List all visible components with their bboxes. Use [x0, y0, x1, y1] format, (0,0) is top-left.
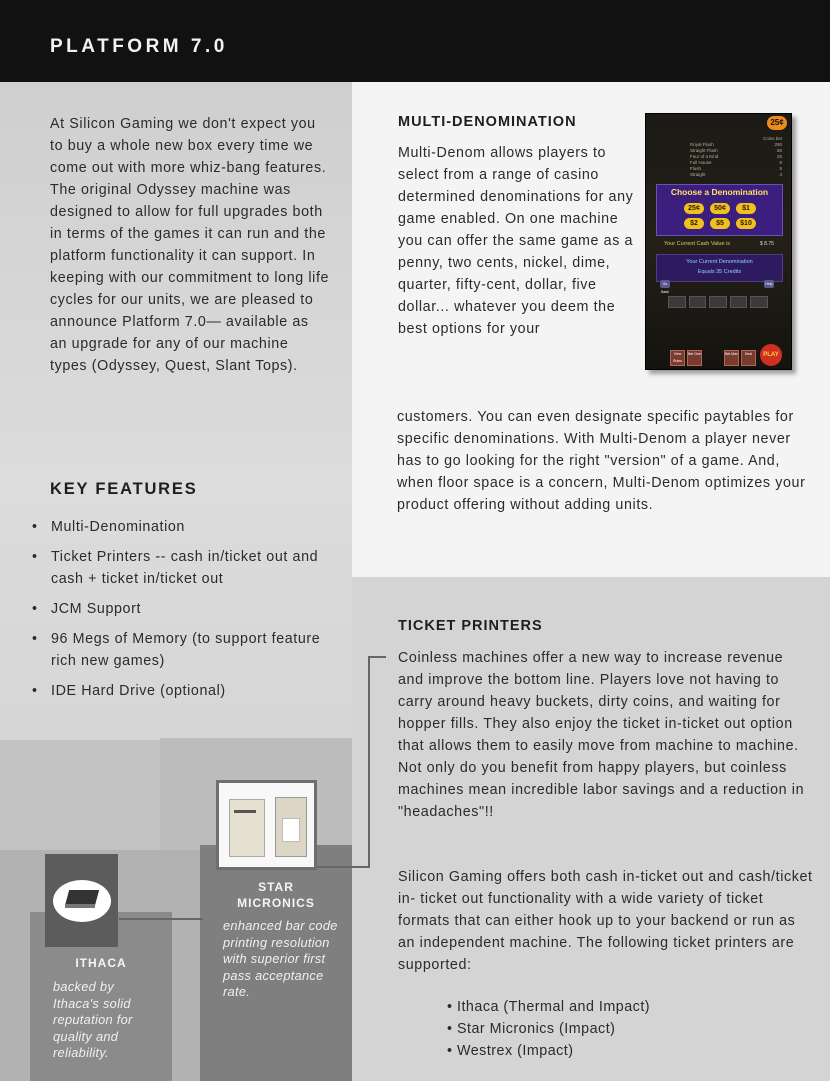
key-features-heading: KEY FEATURES: [50, 480, 198, 498]
multi-denom-paragraph-part2: customers. You can even designate specific paytables for specific denominations. With Multi-Denom a player never has to go looking for the right "version" of a game. And, when floor space is a concern, Multi-Denom optimizes your product offering without adding units.: [397, 409, 806, 513]
table-row: Flush 5: [690, 166, 782, 171]
ithaca-description: backed by Ithaca's solid reputation for quality and reliability.: [53, 979, 133, 1060]
card: [668, 296, 686, 308]
list-item: • Westrex (Impact): [447, 1043, 574, 1059]
connector-line: [368, 656, 370, 868]
multi-denom-heading: MULTI-DENOMINATION: [398, 114, 577, 130]
bet-one-button[interactable]: Bet One: [687, 350, 702, 366]
star-micronics-printer-photo: [216, 780, 317, 870]
page-title: PLATFORM 7.0: [50, 36, 228, 57]
printer-icon: [275, 797, 307, 857]
table-row: Royal Flush 250: [690, 142, 782, 147]
header-bar: [0, 0, 830, 82]
bet-max-button[interactable]: Bet Max: [724, 350, 739, 366]
ithaca-printer-photo: [45, 854, 118, 947]
denomination-screen-image: [645, 113, 792, 370]
feature-text: JCM Support: [51, 601, 142, 617]
card-row: [668, 296, 768, 308]
credit-info-box: [656, 254, 783, 282]
ticket-printers-paragraph-2: Silicon Gaming offers both cash in-ticket out and cash/ticket in- ticket out functionality with a wide variety of ticket formats that can either hook up to your backend or run as an independent machine. The following ticket printers are supported:: [398, 869, 813, 973]
chip-5d[interactable]: $5: [710, 218, 730, 229]
chip-10d[interactable]: $10: [736, 218, 756, 229]
cash-value: $ 8.75: [760, 241, 774, 247]
bullet-icon: •: [32, 519, 38, 535]
list-item: [32, 516, 342, 538]
printer-tray: [65, 904, 95, 908]
intro-paragraph: At Silicon Gaming we don't expect you to buy a whole new box every time we come out with more whiz-bang features. The original Odyssey machine was designed to allow for full upgrades both in terms of the games it can run and the platform functionality it can support. In keeping with our commitment to long life cycles for our units, we are pleased to announce Platform 7.0— available as an upgrade for any of our machine types (Odyssey, Quest, Slant Tops).: [50, 116, 330, 374]
connector-line: [119, 918, 203, 920]
ticket-printers-paragraph-1: Coinless machines offer a new way to increase revenue and improve the bottom line. Players love not having to carry around heavy buckets, dirty coins, and waiting for hopper fills. They also enjoy the ticket in-ticket out option that allows them to easily move from machine to machine. Not only do you benefit from happy players, but coinless machines mean incredible labor savings and a reduction in "headaches"!!: [398, 650, 805, 820]
ithaca-title: ITHACA: [75, 956, 127, 970]
ticket-printers-heading: TICKET PRINTERS: [398, 618, 543, 634]
table-row: Straight 4: [690, 172, 782, 177]
paper-roll: [282, 818, 300, 842]
denom-badge: 25¢: [767, 116, 787, 130]
cash-value-label: Your Current Cash Value is: [664, 241, 731, 247]
card: [750, 296, 768, 308]
play-button[interactable]: PLAY: [760, 344, 782, 366]
view-rules-button[interactable]: View Rules: [670, 350, 685, 366]
connector-line: [368, 656, 386, 658]
star-micronics-description: enhanced bar code printing resolution with superior first pass acceptance rate.: [223, 918, 338, 999]
card: [709, 296, 727, 308]
star-title-line-2: MICRONICS: [237, 896, 315, 910]
credit-line-2: Equals 35 Credits: [697, 269, 742, 275]
chip-25c[interactable]: 25¢: [684, 203, 704, 214]
denomination-title: Choose a Denomination: [670, 187, 769, 197]
paytable-header: Coins bet: [762, 136, 782, 141]
feature-text: Ticket Printers -- cash in/ticket out and cash + ticket in/ticket out: [51, 549, 319, 587]
bullet-icon: •: [32, 549, 38, 565]
supported-printers-list: [447, 996, 650, 1062]
bullet-icon: •: [32, 683, 38, 699]
table-row: Four of a Kind 25: [690, 154, 782, 159]
list-item: [32, 598, 342, 620]
go-back-button[interactable]: Go Back: [661, 282, 669, 294]
multi-denom-paragraph-part1: Multi-Denom allows players to select from a range of casino determined denominations for any game enabled. On one machine you can offer the same game as a penny, two cents, nickel, dime, quarter, fifty-cent, dollar, five dollar... whatever you deem the best options for your: [398, 145, 634, 337]
printer-icon: [229, 799, 265, 857]
list-item: [32, 628, 342, 672]
table-row: Straight Flush 50: [690, 148, 782, 153]
deal-button[interactable]: Deal: [741, 350, 756, 366]
feature-text: Multi-Denomination: [51, 519, 185, 535]
denomination-panel: [656, 184, 783, 236]
screen-bottom-bar: [646, 342, 791, 369]
chip-50c[interactable]: 50¢: [710, 203, 730, 214]
list-item: [32, 680, 342, 702]
card: [730, 296, 748, 308]
table-row: Full House 8: [690, 160, 782, 165]
help-button[interactable]: Help: [765, 282, 773, 286]
paytable: [690, 136, 782, 178]
list-item: • Ithaca (Thermal and Impact): [447, 999, 651, 1015]
connector-line: [317, 866, 370, 868]
chip-2d[interactable]: $2: [684, 218, 704, 229]
key-features-list: [32, 516, 342, 710]
chip-1d[interactable]: $1: [736, 203, 756, 214]
star-title-line-1: STAR: [258, 880, 294, 894]
card: [689, 296, 707, 308]
bullet-icon: •: [32, 631, 38, 647]
list-item: [32, 546, 342, 590]
feature-text: IDE Hard Drive (optional): [51, 683, 226, 699]
bullet-icon: •: [32, 601, 38, 617]
printer-slot: [234, 810, 256, 813]
star-micronics-title: [200, 879, 352, 911]
feature-text: 96 Megs of Memory (to support feature rich new games): [51, 631, 321, 669]
list-item: • Star Micronics (Impact): [447, 1021, 616, 1037]
credit-line-1: Your Current Denomination: [686, 259, 753, 265]
